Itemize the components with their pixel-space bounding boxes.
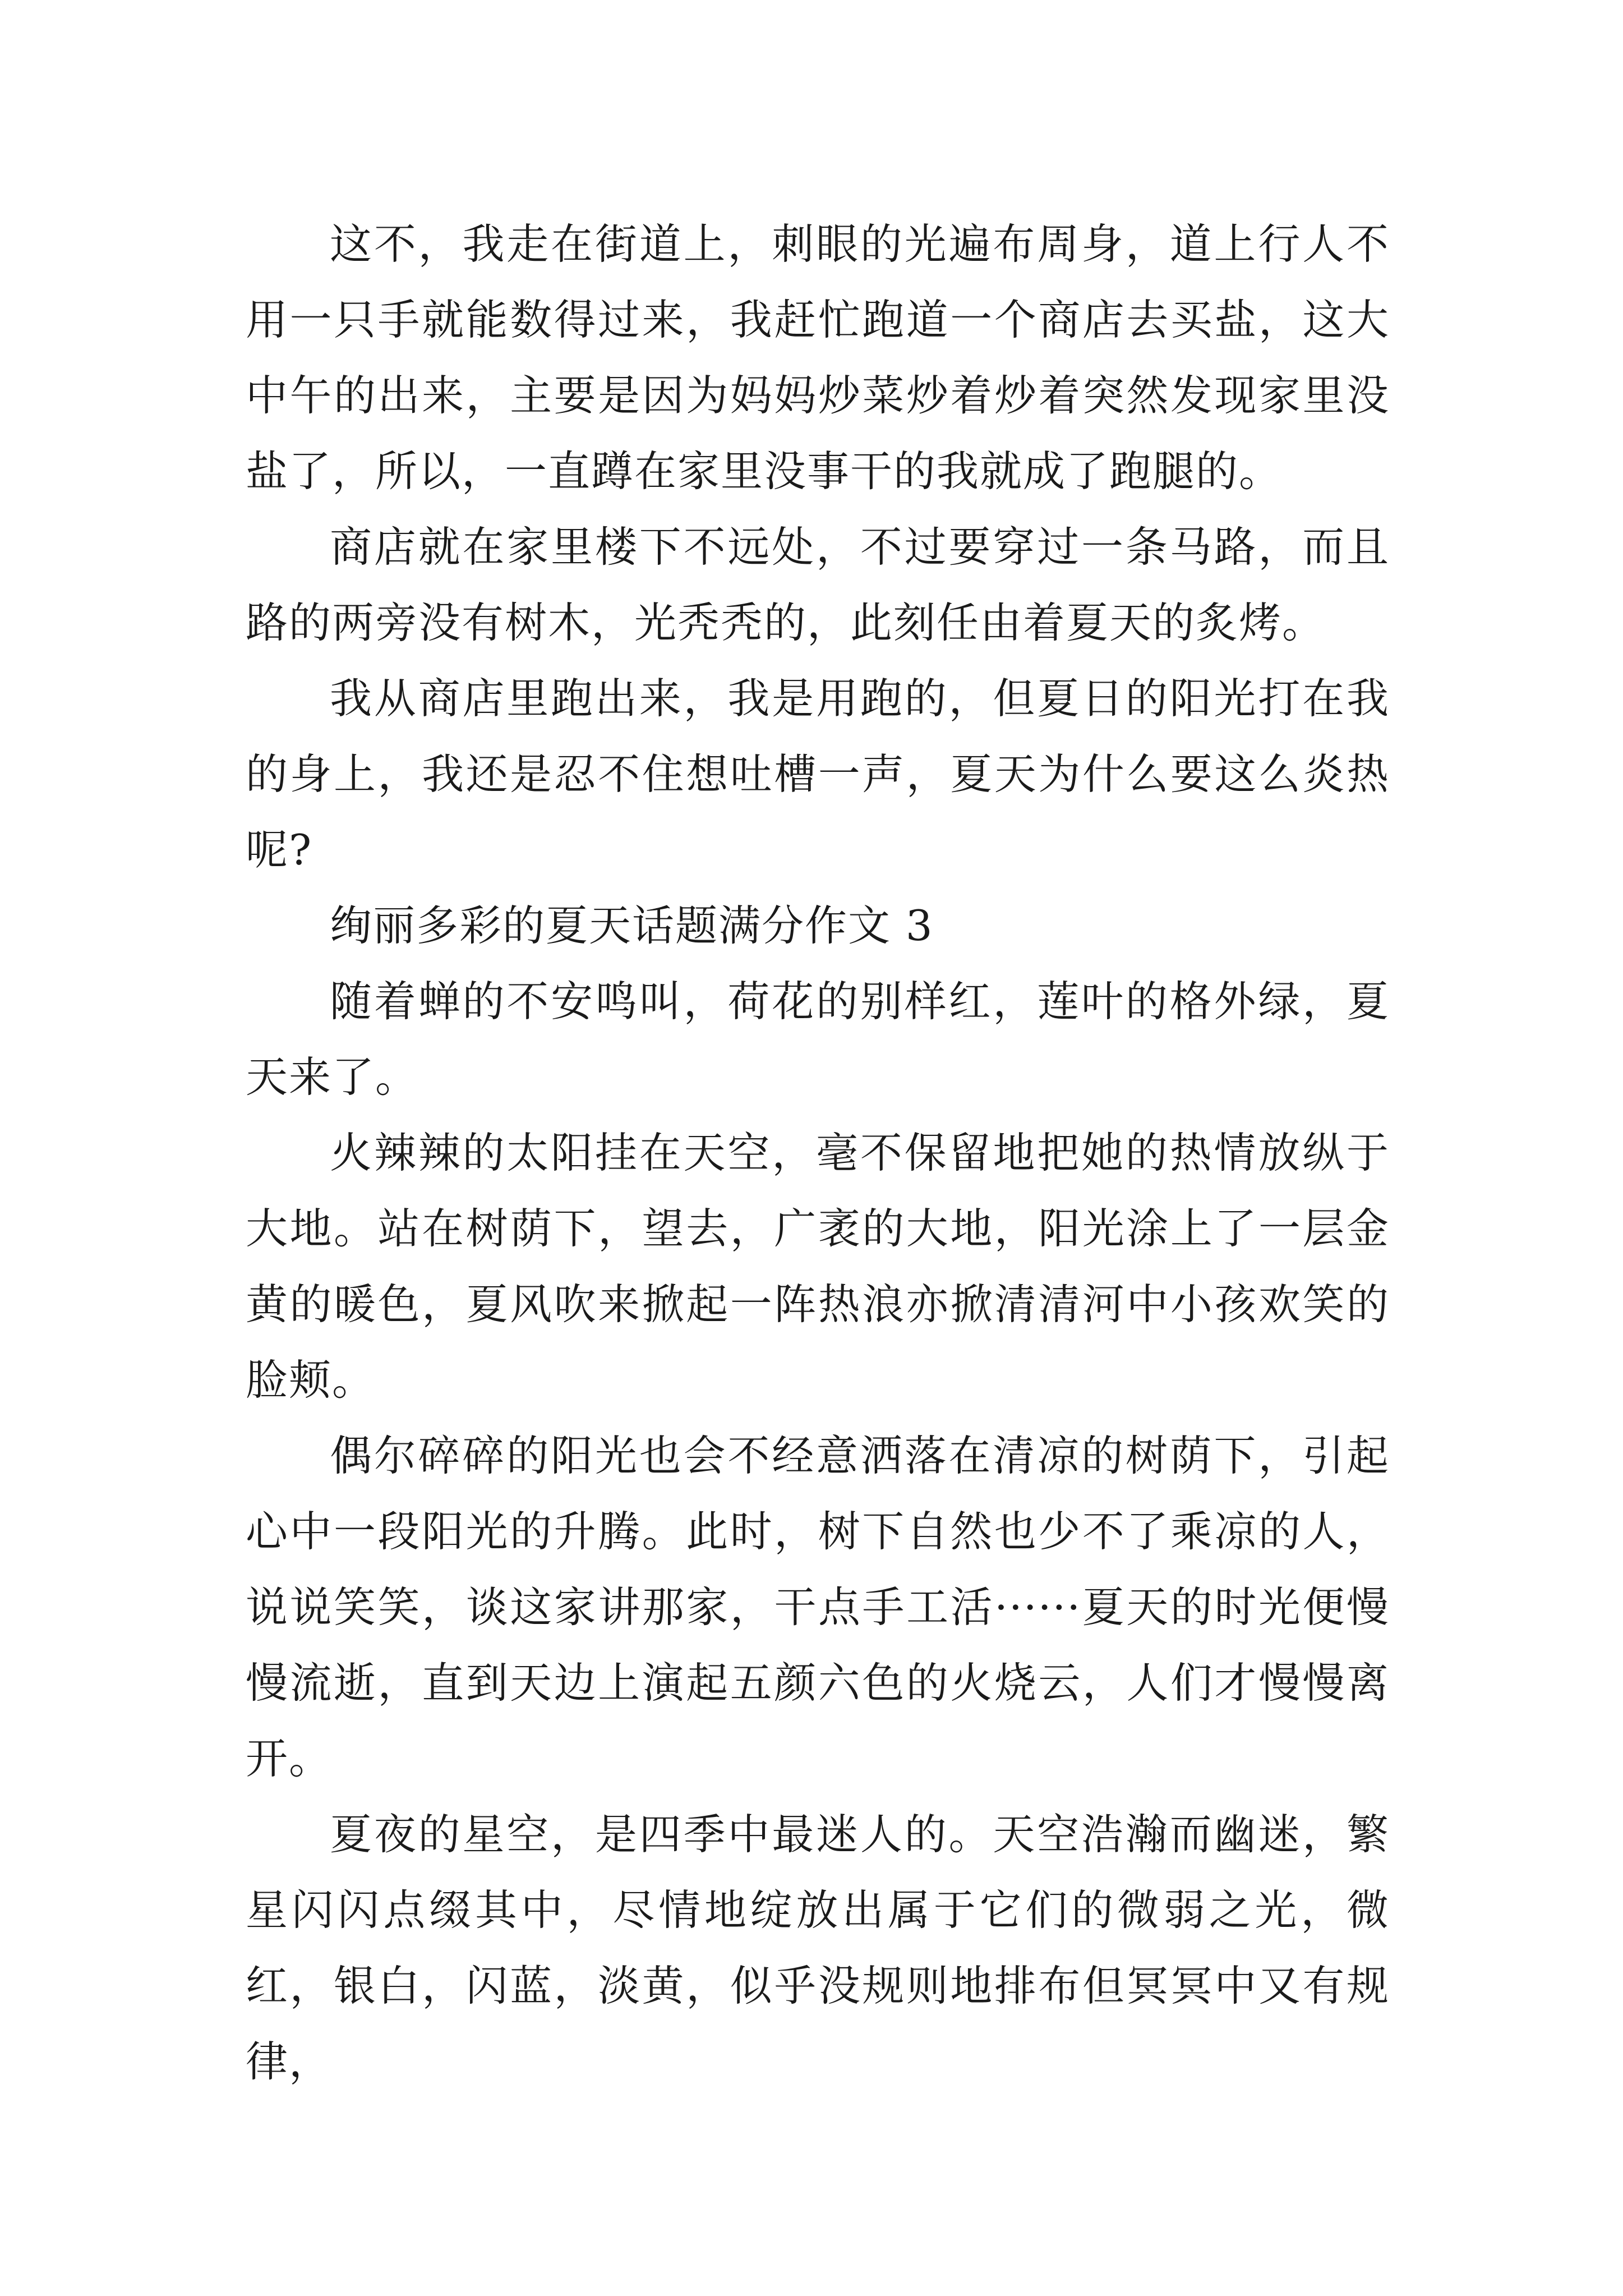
paragraph-4: 随着蝉的不安鸣叫，荷花的别样红，莲叶的格外绿，夏天来了。 — [246, 977, 1390, 1102]
document-body — [246, 206, 1390, 2100]
paragraph-5: 火辣辣的太阳挂在天空，毫不保留地把她的热情放纵于大地。站在树荫下，望去，广袤的大地，阳光涂上了一层金黄的暖色，夏风吹来掀起一阵热浪亦掀清清河中小孩欢笑的脸颊。 — [246, 1128, 1390, 1405]
section-heading: 绚丽多彩的夏天话题满分作文 3 — [330, 901, 934, 950]
paragraph-6: 偶尔碎碎的阳光也会不经意洒落在清凉的树荫下，引起心中一段阳光的升腾。此时，树下自然也少不了乘凉的人，说说笑笑，谈这家讲那家，干点手工活······夏天的时光便慢慢流逝，直到天边上演起五颜六色的火烧云，人们才慢慢离开。 — [246, 1431, 1390, 1783]
paragraph-2: 商店就在家里楼下不远处，不过要穿过一条马路，而且路的两旁没有树木，光秃秃的，此刻任由着夏天的炙烤。 — [246, 522, 1390, 647]
paragraph-7: 夏夜的星空，是四季中最迷人的。天空浩瀚而幽迷，繁星闪闪点缀其中，尽情地绽放出属于它们的微弱之光，微红，银白，闪蓝，淡黄，似乎没规则地排布但冥冥中又有规律， — [246, 1810, 1390, 2086]
paragraph-3: 我从商店里跑出来，我是用跑的，但夏日的阳光打在我的身上，我还是忍不住想吐槽一声，夏天为什么要这么炎热呢? — [246, 674, 1390, 875]
paragraph-1: 这不，我走在街道上，刺眼的光遍布周身，道上行人不用一只手就能数得过来，我赶忙跑道一个商店去买盐，这大中午的出来，主要是因为妈妈炒菜炒着炒着突然发现家里没盐了，所以，一直蹲在家里没事干的我就成了跑腿的。 — [246, 219, 1390, 496]
